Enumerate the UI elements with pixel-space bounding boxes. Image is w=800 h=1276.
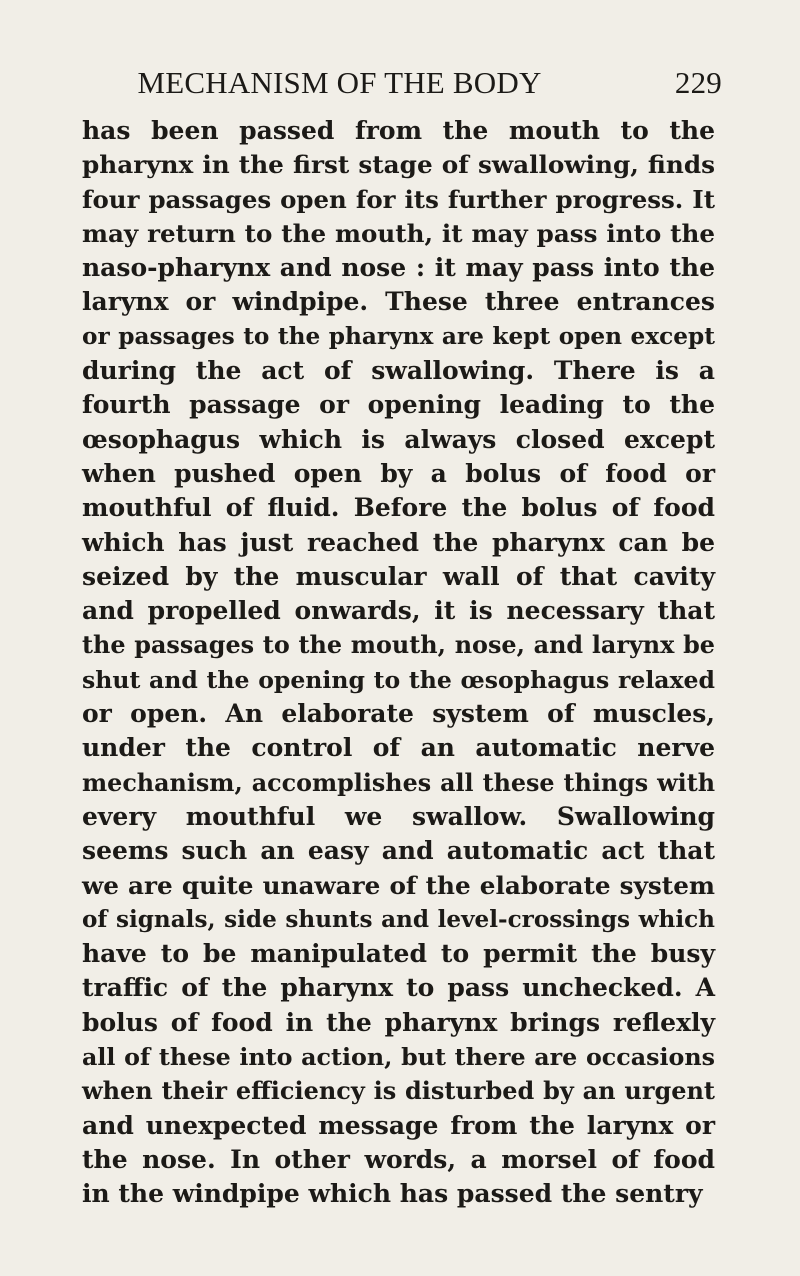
- text-line: seized by the muscular wall of that cavity: [82, 561, 715, 591]
- text-line: we are quite unaware of the elaborate system: [82, 870, 715, 900]
- text-line: of signals, side shunts and level-crossings which: [82, 905, 715, 933]
- text-line: seems such an easy and automatic act that: [82, 836, 715, 866]
- page-number: 229: [674, 65, 722, 100]
- text-line: all of these into action, but there are occasions: [82, 1043, 715, 1072]
- text-line: shut and the opening to the œsophagus relaxed: [82, 665, 715, 694]
- text-line: every mouthful we swallow. Swallowing: [82, 801, 715, 831]
- text-line: may return to the mouth, it may pass into the: [82, 218, 715, 248]
- text-line: when their efficiency is disturbed by an urgent: [82, 1076, 715, 1106]
- text-line: mouthful of fluid. Before the bolus of food: [82, 493, 715, 523]
- text-line: four passages open for its further progress. It: [82, 184, 715, 214]
- text-line: or open. An elaborate system of muscles,: [82, 699, 715, 729]
- text-line: during the act of swallowing. There is a: [82, 356, 715, 386]
- running-head: [82, 63, 722, 103]
- text-line: naso-pharynx and nose : it may pass into the: [82, 253, 715, 283]
- text-line: has been passed from the mouth to the: [82, 116, 715, 145]
- running-title: MECHANISM OF THE BODY: [137, 65, 542, 100]
- text-line: fourth passage or opening leading to the: [82, 390, 715, 420]
- text-line: which has just reached the pharynx can be: [82, 527, 715, 557]
- text-line: pharynx in the first stage of swallowing, finds: [82, 150, 715, 180]
- text-line: the passages to the mouth, nose, and larynx be: [82, 631, 715, 660]
- text-line: or passages to the pharynx are kept open except: [82, 322, 715, 350]
- text-line: and unexpected message from the larynx or: [82, 1110, 715, 1140]
- text-line: have to be manipulated to permit the busy: [82, 939, 715, 969]
- text-line: œsophagus which is always closed except: [82, 424, 715, 454]
- text-line: bolus of food in the pharynx brings reflexly: [82, 1007, 715, 1037]
- text-line: and propelled onwards, it is necessary that: [82, 596, 715, 626]
- text-line: larynx or windpipe. These three entrances: [82, 287, 715, 317]
- text-line: in the windpipe which has passed the sentry: [82, 1179, 703, 1209]
- text-line: traffic of the pharynx to pass unchecked. A: [82, 973, 715, 1003]
- body-paragraph: [82, 114, 715, 1212]
- text-line: when pushed open by a bolus of food or: [82, 458, 715, 488]
- text-line: mechanism, accomplishes all these things with: [82, 768, 715, 797]
- text-line: under the control of an automatic nerve: [82, 733, 715, 763]
- text-line: the nose. In other words, a morsel of food: [82, 1144, 715, 1174]
